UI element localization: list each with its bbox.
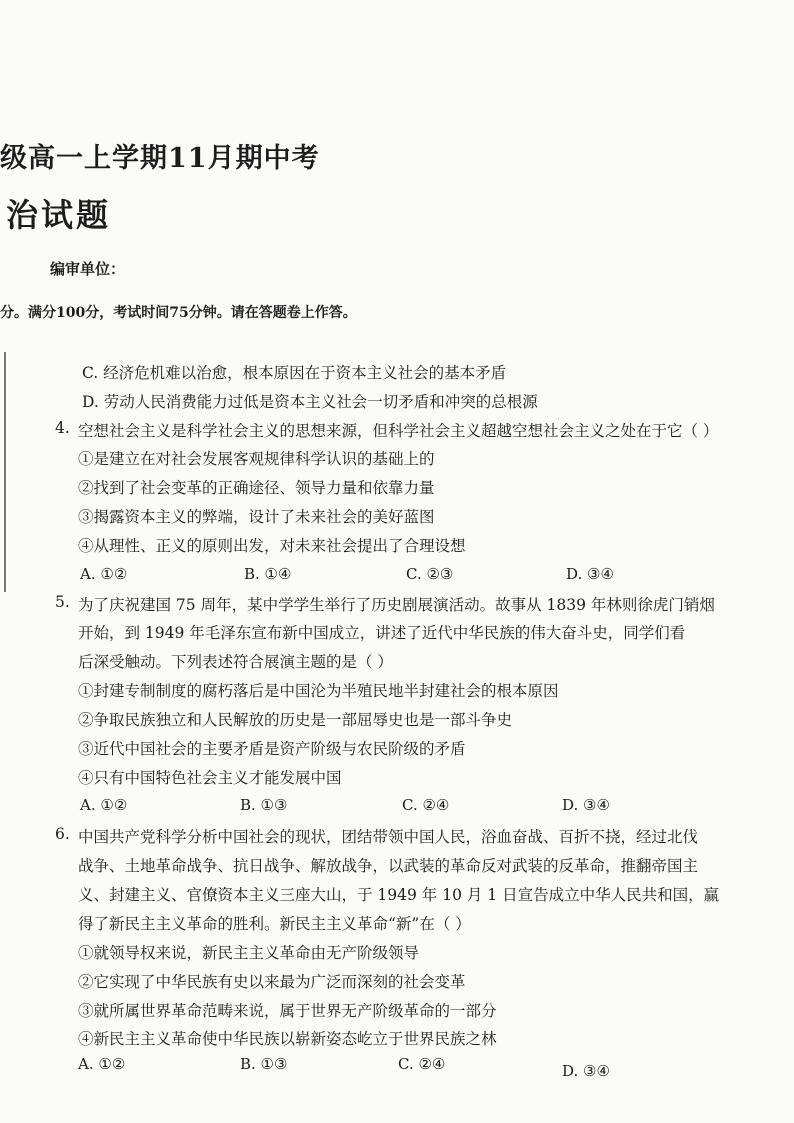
q4-number: 4.: [55, 419, 70, 437]
exam-title-line2: 治试题: [6, 196, 112, 234]
q5-number: 5.: [55, 593, 70, 611]
q5-choice-a: A. ①②: [80, 796, 128, 814]
q6-choice-d: D. ③④: [562, 1062, 610, 1080]
q4-item-3: ③揭露资本主义的弊端，设计了未来社会的美好蓝图: [78, 508, 435, 526]
q4-item-2: ②找到了社会变革的正确途径、领导力量和依靠力量: [78, 479, 435, 497]
q6-item-4: ④新民主主义革命使中华民族以崭新姿态屹立于世界民族之林: [78, 1030, 497, 1048]
q5-choice-d: D. ③④: [562, 796, 610, 814]
q5-stem-line-3: 后深受触动。下列表述符合展演主题的是（ ）: [78, 653, 393, 671]
q6-number: 6.: [55, 825, 70, 843]
q6-item-1: ①就领导权来说，新民主主义革命由无产阶级领导: [78, 944, 420, 962]
q5-stem-line-2: 开始，到 1949 年毛泽东宣布新中国成立，讲述了近代中华民族的伟大奋斗史，同学们看: [78, 624, 686, 642]
exam-title-line1: 级高一上学期11月期中考: [0, 143, 320, 174]
q4-choice-c: C. ②③: [406, 565, 454, 583]
q5-item-4: ④只有中国特色社会主义才能发展中国: [78, 769, 342, 787]
exam-note: 分。满分100分，考试时间75分钟。请在答题卷上作答。: [0, 305, 357, 321]
q5-item-1: ①封建专制制度的腐朽落后是中国沦为半殖民地半封建社会的根本原因: [78, 682, 559, 700]
q4-choice-a: A. ①②: [80, 565, 128, 583]
q5-stem-line-1: 为了庆祝建国 75 周年，某中学学生举行了历史剧展演活动。故事从 1839 年林则徐虎门销烟: [78, 596, 715, 614]
q4-choice-b: B. ①④: [244, 565, 292, 583]
q4-choice-d: D. ③④: [566, 565, 614, 583]
q3-option-d: D. 劳动人民消费能力过低是资本主义社会一切矛盾和冲突的总根源: [82, 393, 538, 411]
q6-stem-line-1: 中国共产党科学分析中国社会的现状，团结带领中国人民，浴血奋战、百折不挠，经过北伐: [78, 828, 699, 846]
editor-label: 编审单位：: [50, 260, 126, 278]
q4-item-1: ①是建立在对社会发展客观规律科学认识的基础上的: [78, 450, 435, 468]
q5-item-3: ③近代中国社会的主要矛盾是资产阶级与农民阶级的矛盾: [78, 740, 466, 758]
margin-line: [4, 352, 6, 592]
q6-choice-b: B. ①③: [240, 1055, 288, 1073]
q4-stem: 空想社会主义是科学社会主义的思想来源，但科学社会主义超越空想社会主义之处在于它（ ）: [78, 422, 719, 440]
q5-item-2: ②争取民族独立和人民解放的历史是一部屈辱史也是一部斗争史: [78, 711, 513, 729]
q6-item-3: ③就所属世界革命范畴来说，属于世界无产阶级革命的一部分: [78, 1002, 497, 1020]
q6-stem-line-3: 义、封建主义、官僚资本主义三座大山，于 1949 年 10 月 1 日宣告成立中华人民共和国，赢: [78, 886, 720, 904]
q6-choice-a: A. ①②: [78, 1055, 126, 1073]
q3-option-c: C. 经济危机难以治愈，根本原因在于资本主义社会的基本矛盾: [82, 364, 507, 382]
q5-choice-c: C. ②④: [402, 796, 450, 814]
q5-choice-b: B. ①③: [240, 796, 288, 814]
q6-choice-c: C. ②④: [398, 1055, 446, 1073]
q4-item-4: ④从理性、正义的原则出发，对未来社会提出了合理设想: [78, 537, 466, 555]
q6-stem-line-2: 战争、土地革命战争、抗日战争、解放战争，以武装的革命反对武装的反革命，推翻帝国主: [78, 857, 699, 875]
q6-stem-line-4: 得了新民主主义革命的胜利。新民主主义革命“新”在（ ）: [78, 915, 471, 933]
q6-item-2: ②它实现了中华民族有史以来最为广泛而深刻的社会变革: [78, 973, 466, 991]
